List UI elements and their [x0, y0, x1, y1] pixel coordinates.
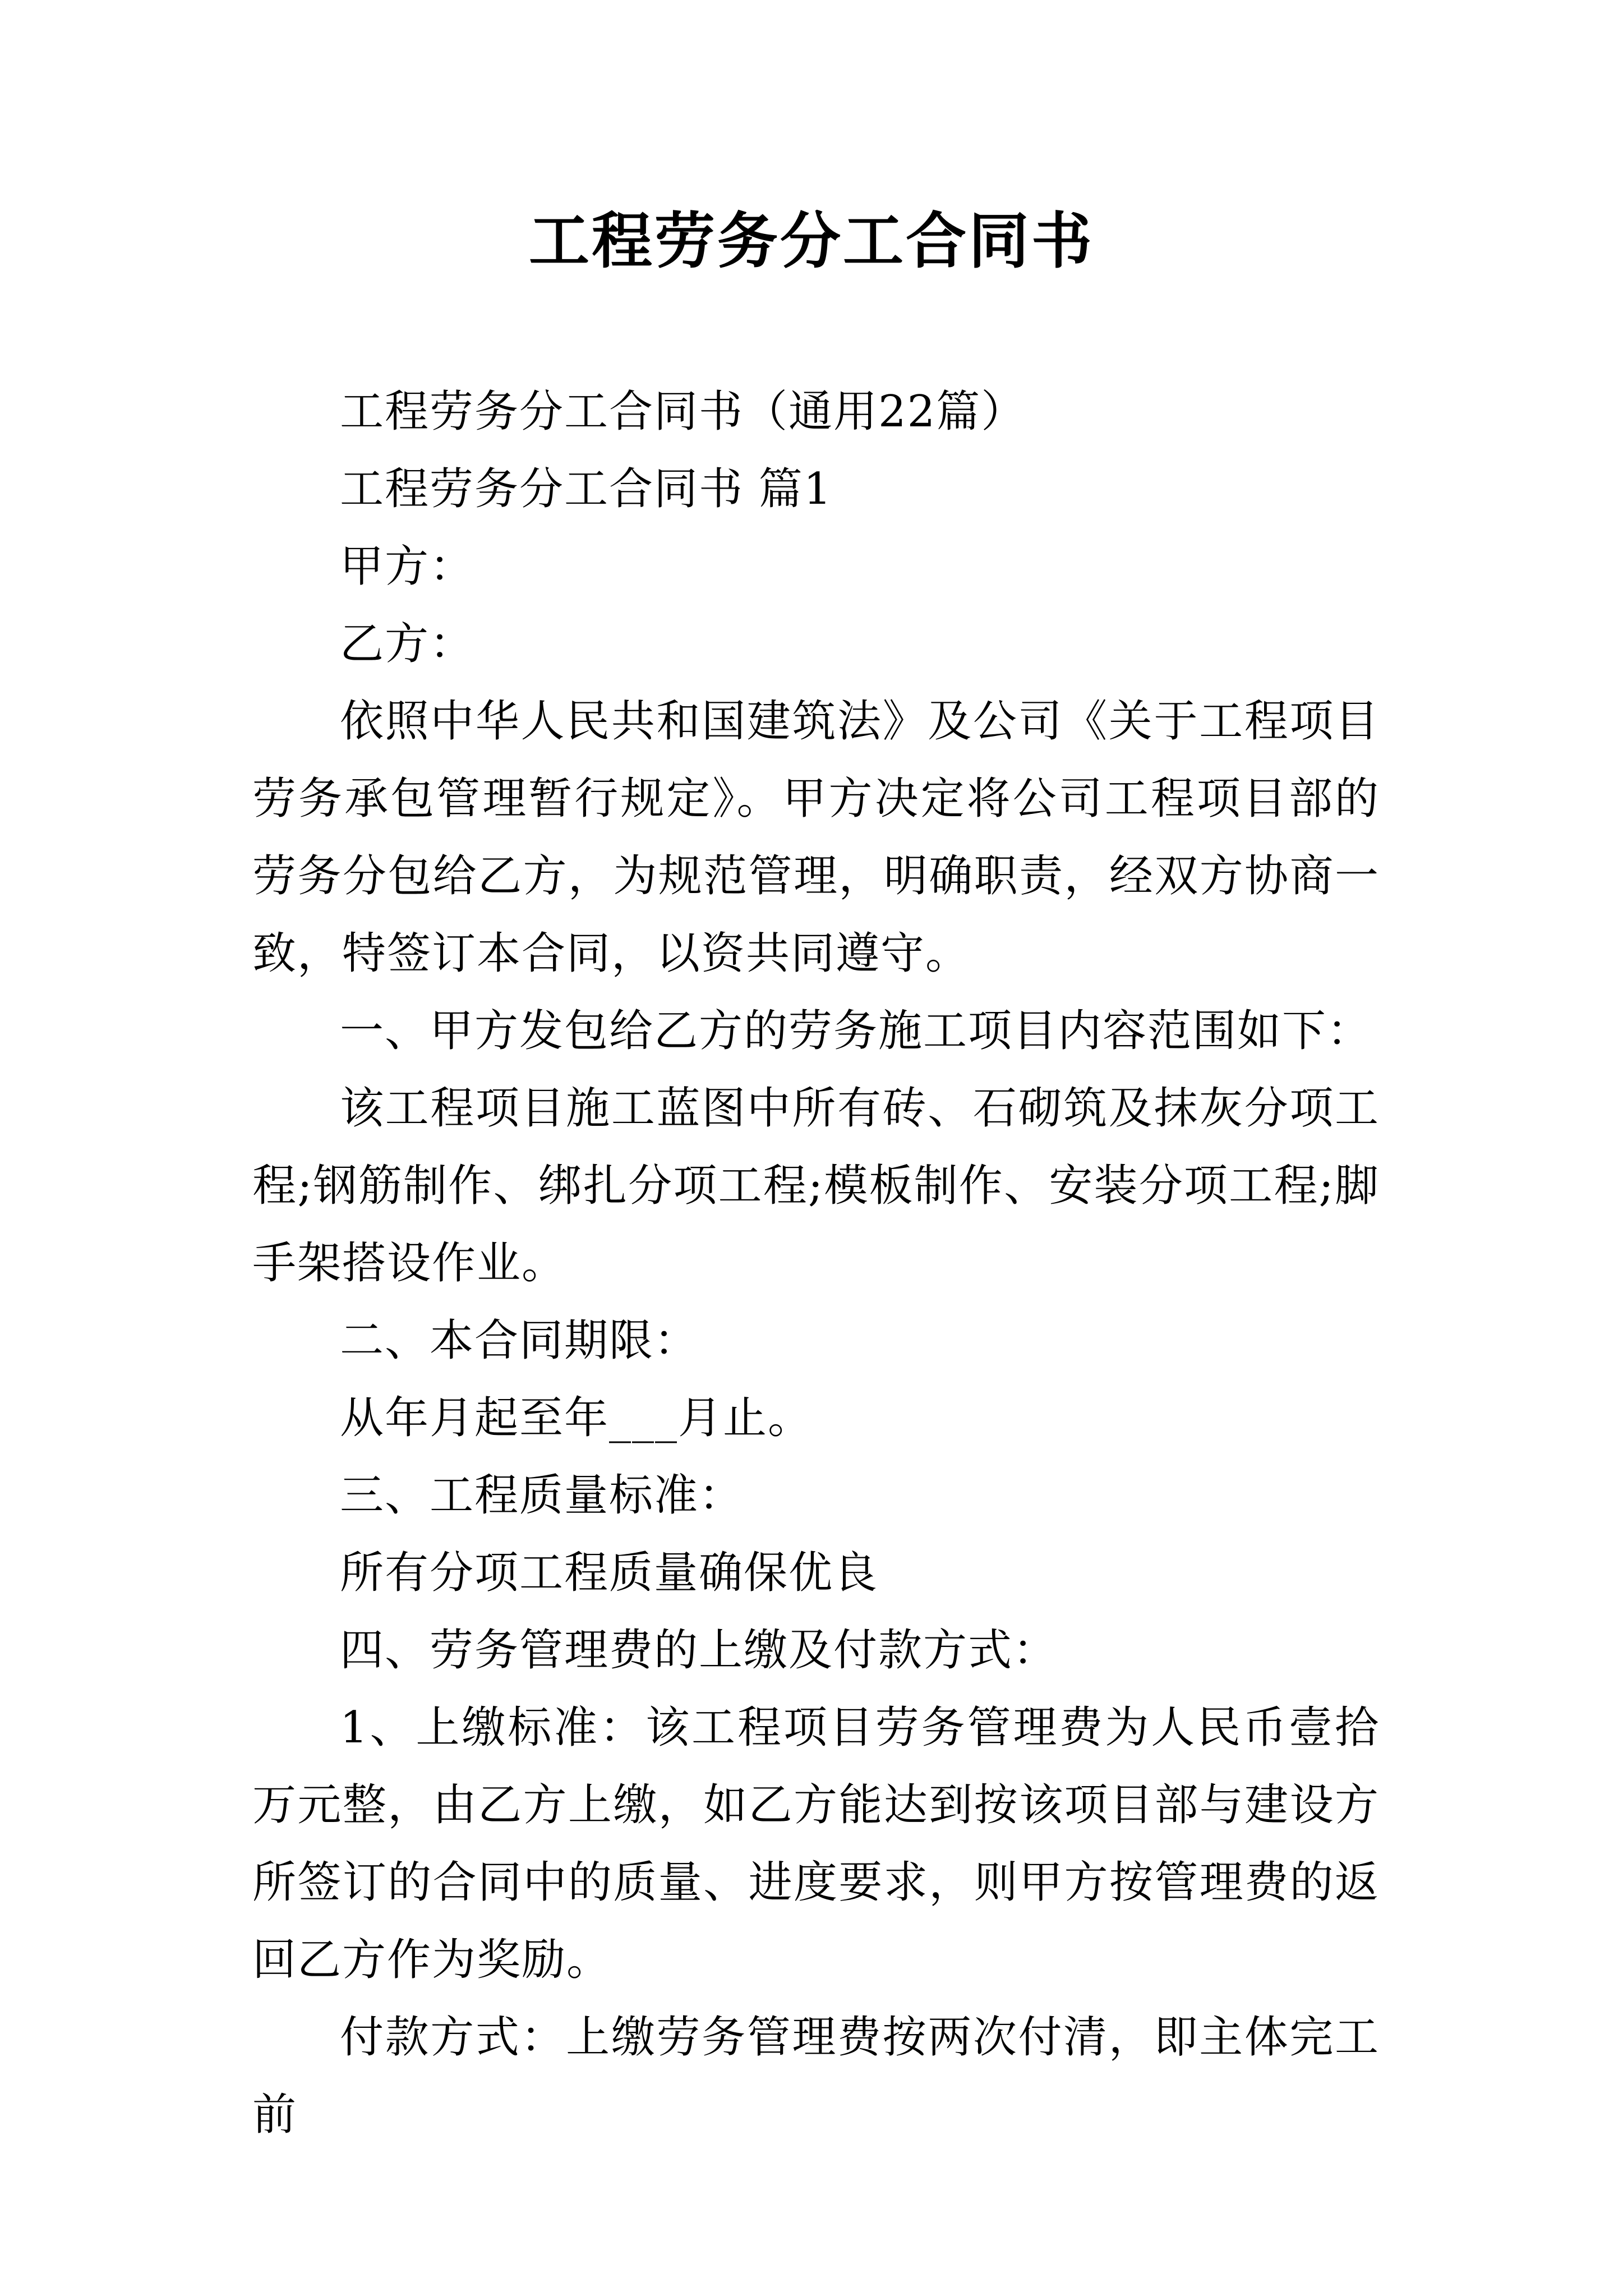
document-body: [252, 373, 1380, 2154]
paragraph-party-b: 乙方：: [340, 619, 475, 669]
paragraph-clause-1-heading: 一、甲方发包给乙方的劳务施工项目内容范围如下：: [340, 1006, 1372, 1056]
paragraph-clause-3-body: 所有分项工程质量确保优良: [340, 1548, 879, 1598]
paragraph-preamble: 依照中华人民共和国建筑法》及公司《关于工程项目劳务承包管理暂行规定》。甲方决定将公司工程项目部的劳务分包给乙方，为规范管理，明确职责，经双方协商一致，特签订本合同，以资共同遵守。: [252, 696, 1380, 979]
paragraph-payment-method: 付款方式：上缴劳务管理费按两次付清，即主体完工前: [252, 2012, 1380, 2140]
paragraph-clause-3-heading: 三、工程质量标准：: [340, 1470, 744, 1521]
paragraph-party-a: 甲方：: [340, 541, 475, 592]
paragraph-clause-2-body: 从年月起至年___月止。: [340, 1393, 813, 1443]
paragraph-clause-2-heading: 二、本合同期限：: [340, 1315, 699, 1366]
paragraph-clause-4-heading: 四、劳务管理费的上缴及付款方式：: [340, 1625, 1058, 1676]
paragraph-clause-4-item-1: 1、上缴标准：该工程项目劳务管理费为人民币壹拾万元整，由乙方上缴，如乙方能达到按该项目部与建设方所签订的合同中的质量、进度要求，则甲方按管理费的返回乙方作为奖励。: [252, 1703, 1380, 1985]
paragraph-section-heading: 工程劳务分工合同书 篇1: [340, 464, 833, 514]
document-title: 工程劳务分工合同书: [528, 206, 1094, 277]
paragraph-clause-1-body: 该工程项目施工蓝图中所有砖、石砌筑及抹灰分项工程;钢筋制作、绑扎分项工程;模板制作、安装分项工程;脚手架搭设作业。: [252, 1083, 1380, 1289]
paragraph-subtitle: 工程劳务分工合同书（通用22篇）: [340, 386, 1026, 437]
